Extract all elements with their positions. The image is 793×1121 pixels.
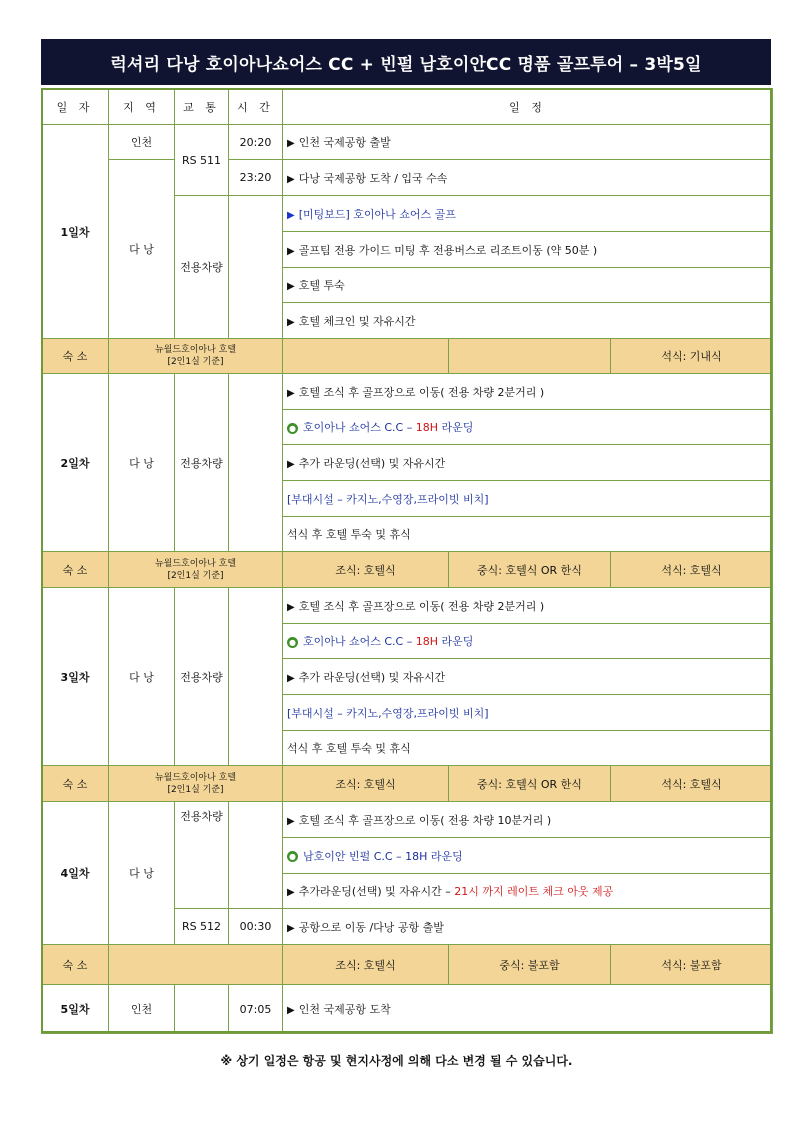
time-cell: 07:05 (229, 985, 283, 1034)
schedule-item: ● 호이아나 쇼어스 C.C – 18H 라운딩 (283, 624, 773, 659)
arrow-icon: ▶ (287, 138, 295, 149)
hotel-cell: 뉴월드호이아나 호텔 [2인1실 기준] (109, 339, 283, 374)
header-transport: 교 통 (175, 89, 229, 125)
meal-dinner: 석식: 기내식 (611, 339, 773, 374)
transport-cell: RS 512 (175, 909, 229, 945)
lodging-label: 숙 소 (42, 552, 109, 588)
meal-dinner: 석식: 호텔식 (611, 766, 773, 802)
meal-lunch: 중식: 불포함 (449, 945, 611, 985)
hotel-cell: 뉴월드호이아나 호텔 [2인1실 기준] (109, 766, 283, 802)
region-cell: 다 낭 (109, 374, 175, 552)
page-title: 럭셔리 다낭 호이아나쇼어스 CC + 빈펄 남호이안CC 명품 골프투어 – 3박5일 (41, 39, 771, 85)
schedule-item: ▶ 다낭 국제공항 도착 / 입국 수속 (283, 160, 773, 196)
day-label: 1일차 (42, 125, 109, 339)
meal-lunch: 중식: 호텔식 OR 한식 (449, 552, 611, 588)
schedule-item: ▶ 추가라운딩(선택) 및 자유시간 – 21시 까지 레이트 체크 아웃 제공 (283, 874, 773, 909)
arrow-icon: ▶ (287, 601, 295, 613)
schedule-item: ● 남호이안 빈펄 C.C – 18H 라운딩 (283, 838, 773, 874)
meal-dinner: 석식: 호텔식 (611, 552, 773, 588)
arrow-icon: ▶ (287, 815, 295, 827)
region-cell: 다 낭 (109, 588, 175, 766)
day-label: 3일차 (42, 588, 109, 766)
arrow-icon: ▶ (287, 245, 295, 257)
meal-lunch: 중식: 호텔식 OR 한식 (449, 766, 611, 802)
day-label: 5일차 (42, 985, 109, 1034)
time-cell: 00:30 (229, 909, 283, 945)
arrow-icon: ▶ (287, 281, 295, 292)
schedule-item: ▶ 추가 라운딩(선택) 및 자유시간 (283, 659, 773, 695)
schedule-item: ▶ 추가 라운딩(선택) 및 자유시간 (283, 445, 773, 481)
arrow-icon: ▶ (287, 1005, 295, 1016)
lodging-label: 숙 소 (42, 339, 109, 374)
hotel-cell: 뉴월드호이아나 호텔 [2인1실 기준] (109, 552, 283, 588)
arrow-icon: ▶ (287, 458, 295, 470)
schedule-item: ● 호이아나 쇼어스 C.C – 18H 라운딩 (283, 410, 773, 445)
arrow-icon: ▶ (287, 173, 295, 185)
region-cell: 다 낭 (109, 802, 175, 945)
lodging-label: 숙 소 (42, 945, 109, 985)
golf-icon: ● (287, 423, 298, 434)
schedule-item: ▶ 호텔 투숙 (283, 268, 773, 303)
day-label: 4일차 (42, 802, 109, 945)
time-cell: 23:20 (229, 160, 283, 196)
golf-icon: ● (287, 851, 298, 862)
meal-breakfast: 조식: 호텔식 (283, 766, 449, 802)
day-label: 2일차 (42, 374, 109, 552)
table-border (41, 88, 772, 1033)
region-cell: 인천 (109, 125, 175, 160)
schedule-item: [부대시설 – 카지노,수영장,프라이빗 비치] (283, 481, 773, 517)
golf-icon: ● (287, 637, 298, 648)
header-schedule: 일 정 (283, 89, 773, 125)
arrow-icon: ▶ (287, 316, 295, 328)
header-day: 일 자 (42, 89, 109, 125)
transport-cell: 전용차량 (175, 196, 229, 339)
footer-note: ※ 상기 일정은 항공 및 현지사정에 의해 다소 변경 될 수 있습니다. (220, 1054, 573, 1068)
transport-cell: 전용차량 (175, 588, 229, 766)
schedule-item: 석식 후 호텔 투숙 및 휴식 (283, 517, 773, 552)
time-cell: 20:20 (229, 125, 283, 160)
schedule-item: ▶ 호텔 조식 후 골프장으로 이동( 전용 차량 10분거리 ) (283, 802, 773, 838)
arrow-icon: ▶ (287, 672, 295, 684)
schedule-item: ▶ 인천 국제공항 출발 (283, 125, 773, 160)
lodging-label: 숙 소 (42, 766, 109, 802)
region-cell: 인천 (109, 985, 175, 1034)
meal-breakfast: 조식: 호텔식 (283, 945, 449, 985)
transport-cell: RS 511 (175, 125, 229, 196)
schedule-item: ▶ 호텔 조식 후 골프장으로 이동( 전용 차량 2분거리 ) (283, 588, 773, 624)
arrow-icon: ▶ (287, 387, 295, 399)
region-cell: 다 낭 (109, 160, 175, 339)
schedule-item: ▶ 호텔 조식 후 골프장으로 이동( 전용 차량 2분거리 ) (283, 374, 773, 410)
schedule-item: ▶ 골프팀 전용 가이드 미팅 후 전용버스로 리조트이동 (약 50분 ) (283, 232, 773, 268)
schedule-item: [부대시설 – 카지노,수영장,프라이빗 비치] (283, 695, 773, 731)
schedule-item: ▶ 호텔 체크인 및 자유시간 (283, 303, 773, 339)
arrow-icon: ▶ (287, 887, 295, 898)
arrow-icon: ▶ (287, 922, 295, 934)
schedule-item: ▶ 공항으로 이동 /다낭 공항 출발 (283, 909, 773, 945)
transport-cell: 전용차량 (175, 802, 229, 909)
header-time: 시 간 (229, 89, 283, 125)
header-region: 지 역 (109, 89, 175, 125)
meal-dinner: 석식: 불포함 (611, 945, 773, 985)
transport-cell: 전용차량 (175, 374, 229, 552)
schedule-item: 석식 후 호텔 투숙 및 휴식 (283, 731, 773, 766)
meal-breakfast: 조식: 호텔식 (283, 552, 449, 588)
schedule-item: ▶ 인천 국제공항 도착 (283, 985, 773, 1034)
arrow-icon: ▶ (287, 209, 295, 221)
schedule-item: ▶ [미팅보드] 호이아나 쇼어스 골프 (283, 196, 773, 232)
